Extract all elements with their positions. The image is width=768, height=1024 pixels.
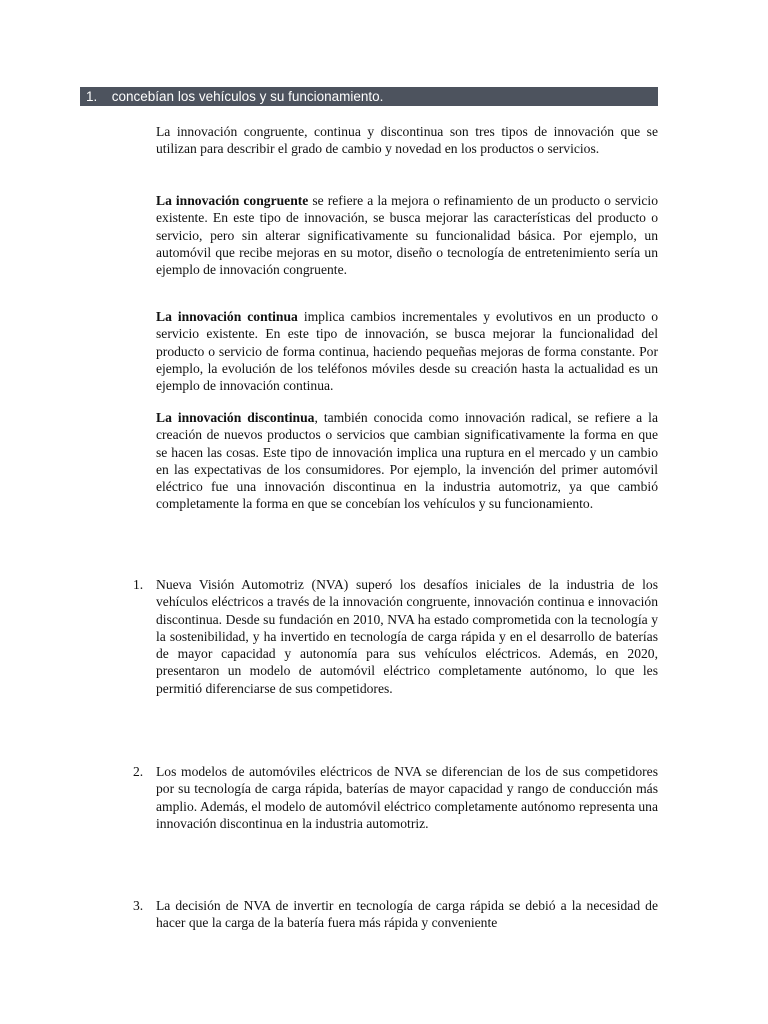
heading-number: 1.: [86, 89, 98, 104]
continuous-paragraph-block: [156, 308, 658, 394]
answer-text-1: Nueva Visión Automotriz (NVA) superó los desafíos iniciales de la industria de los vehículos eléctricos a través de la innovación congruente, innovación continua e innovación discontinua. Desde su fundación en 2010, NVA ha estado comprometida con la tecnología y la sostenibilidad, y ha invertido en tecnología de carga rápida y en el desarrollo de baterías de mayor capacidad y autonomía para sus vehículos eléctricos. Además, en 2020, presentaron un modelo de automóvil eléctrico completamente autónomo, lo que les permitió diferenciarse de sus competidores.: [156, 577, 658, 696]
continuous-paragraph: [156, 308, 658, 394]
continuous-text: implica cambios incrementales y evolutivos en un producto o servicio existente. En este tipo de innovación, se busca mejorar la funcionalidad del producto o servicio de forma continua, haciendo pequeñas mejoras de forma constante. Por ejemplo, la evolución de los teléfonos móviles desde su creación hasta la actualidad es un ejemplo de innovación continua.: [156, 309, 658, 394]
discontinuous-text: , también conocida como innovación radical, se refiere a la creación de nuevos productos o servicios que cambian significativamente la forma en que se hacen las cosas. Este tipo de innovación implica una ruptura en el mercado y un cambio en las expectativas de los consumidores. Por ejemplo, la invención del primer automóvil eléctrico fue una innovación discontinua en la industria automotriz, ya que cambió completamente la forma en que se concebían los vehículos y su funcionamiento.: [156, 410, 658, 512]
congruent-text: se refiere a la mejora o refinamiento de un producto o servicio existente. En este tipo de innovación, se busca mejorar las características del producto o servicio, pero sin alterar significativamente su funcionalidad básica. Por ejemplo, un automóvil que recibe mejoras en su motor, diseño o tecnología de entretenimiento sería un ejemplo de innovación congruente.: [156, 193, 658, 278]
discontinuous-paragraph: [156, 409, 658, 513]
answer-text-3: La decisión de NVA de invertir en tecnología de carga rápida se debió a la necesidad de hacer que la carga de la batería fuera más rápida y conveniente: [156, 898, 658, 931]
intro-paragraph: La innovación congruente, continua y discontinua son tres tipos de innovación que se utilizan para describir el grado de cambio y novedad en los productos o servicios.: [156, 124, 658, 157]
intro-paragraph-block: [156, 123, 658, 158]
answer-text-2: Los modelos de automóviles eléctricos de NVA se diferencian de los de sus competidores por su tecnología de carga rápida, baterías de mayor capacidad y rango de conducción más amplio. Además, el modelo de automóvil eléctrico completamente autónomo representa una innovación discontinua en la industria automotriz.: [156, 764, 658, 831]
discontinuous-paragraph-block: [156, 409, 658, 513]
heading-text: concebían los vehículos y su funcionamiento.: [111, 89, 384, 104]
answer-number-2: 2.: [133, 764, 144, 779]
section-heading-bar: [80, 87, 658, 106]
congruent-paragraph-block: [156, 192, 658, 278]
congruent-paragraph: [156, 192, 658, 278]
answer-number-1: 1.: [133, 577, 144, 592]
answer-item-1: [133, 576, 658, 697]
discontinuous-term: La innovación discontinua: [156, 410, 315, 425]
answer-item-2: [133, 763, 658, 832]
answer-item-3: [133, 897, 658, 932]
answer-number-3: 3.: [133, 898, 144, 913]
congruent-term: La innovación congruente: [156, 193, 309, 208]
continuous-term: La innovación continua: [156, 309, 298, 324]
